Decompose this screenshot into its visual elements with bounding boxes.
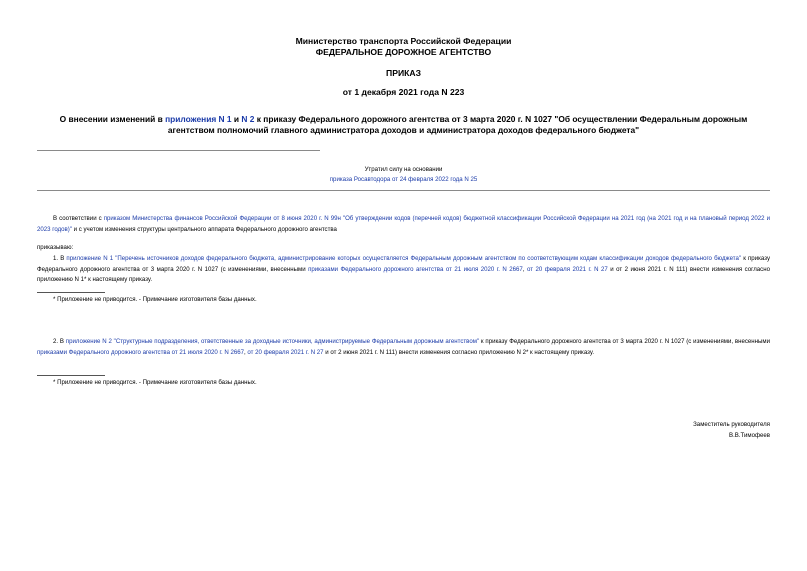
- item-1-text-2: к приказу Федерального дорожного агентства от 3 марта 2020 г. N 1027 (с изменениями, внесенными: [37, 255, 770, 273]
- title-link-appendix-1[interactable]: приложения N 1: [165, 114, 232, 124]
- item-2-text-1: 2. В: [53, 338, 66, 345]
- agency-name: ФЕДЕРАЛЬНОЕ ДОРОЖНОЕ АГЕНТСТВО: [315, 47, 492, 57]
- title-link-appendix-2[interactable]: N 2: [241, 114, 255, 124]
- item-1-link-order-27[interactable]: от 20 февраля 2021 г. N 27: [527, 265, 608, 273]
- footnote-divider-1: [37, 292, 105, 293]
- preamble-link-minfin-order[interactable]: приказом Министерства финансов Российской Федерации от 8 июня 2020 г. N 99н "Об утверждении кодов (перечней кодов) бюджетной классификации Российской Федерации на 2021 год (на 2021 год и на плановый период 2022 и 2023 годов)": [37, 215, 770, 233]
- title-text-3: к приказу Федерального дорожного агентства от 3 марта 2020 г. N 1027 "Об осуществлении Федеральным дорожным агентством полномочий главного администратора доходов и администратора доходов федерального бюджета": [167, 114, 748, 135]
- item-2-link-appendix-2[interactable]: приложение N 2 "Структурные подразделения, ответственные за доходные источники, администрируемые Федеральным дорожным агентством": [65, 338, 480, 345]
- item-1-text-3: ,: [522, 265, 527, 273]
- item-2-text-4: и от 2 июня 2021 г. N 111) внести изменения согласно приложению N 2* к настоящему приказу.: [323, 348, 595, 356]
- footnote-divider-2: [37, 375, 105, 376]
- divider-short: [37, 150, 320, 151]
- item-1-text-4: и от 2 июня 2021 г. N 111) внести изменения согласно приложению N 1* к настоящему приказу.: [37, 265, 770, 284]
- status-text: Утратил силу на основании: [364, 166, 443, 173]
- item-2-text-2: к приказу Федерального дорожного агентства от 3 марта 2020 г. N 1027 (с изменениями, внесенными: [479, 338, 770, 345]
- preamble-paragraph: [37, 214, 770, 235]
- item-2-paragraph: [37, 337, 770, 358]
- preamble-text-1: В соответствии с: [53, 215, 104, 222]
- signatory-name: В.В.Тимофеев: [729, 432, 770, 439]
- divider-long: [37, 190, 770, 191]
- document-title: [36, 114, 771, 136]
- footnote-2: * Приложение не приводится. - Примечание изготовителя базы данных.: [53, 379, 257, 386]
- title-text-1: О внесении изменений в: [59, 114, 166, 124]
- item-1-paragraph: [37, 254, 770, 286]
- order-word: приказываю:: [37, 244, 74, 251]
- title-text-2: и: [231, 114, 242, 124]
- preamble-text-2: и с учетом изменения структуры центрального аппарата Федерального дорожного агентства: [71, 225, 337, 233]
- signatory-position: Заместитель руководителя: [693, 421, 770, 428]
- status-link-wrapper: [0, 175, 807, 186]
- document-date: от 1 декабря 2021 года N 223: [342, 87, 465, 97]
- ministry-name: Министерство транспорта Российской Федерации: [295, 36, 512, 46]
- item-2-text-3: ,: [244, 348, 248, 356]
- item-1-link-appendix-1[interactable]: приложение N 1 "Перечень источников доходов федерального бюджета, администрирование которых осуществляется Федеральным дорожным агентством по соответствующим кодам классификации доходов федерального бюджета": [66, 255, 742, 262]
- item-2-link-order-2667[interactable]: приказами Федерального дорожного агентства от 21 июля 2020 г. N 2667: [37, 348, 245, 356]
- item-1-link-order-2667[interactable]: приказами Федерального дорожного агентства от 21 июля 2020 г. N 2667: [308, 265, 523, 273]
- item-1-text-1: 1. В: [53, 255, 67, 262]
- document-type: ПРИКАЗ: [386, 68, 421, 78]
- item-2-link-order-27[interactable]: от 20 февраля 2021 г. N 27: [247, 348, 324, 356]
- repeal-order-link[interactable]: приказа Росавтодора от 24 февраля 2022 года N 25: [329, 176, 478, 183]
- footnote-1: * Приложение не приводится. - Примечание изготовителя базы данных.: [53, 296, 257, 303]
